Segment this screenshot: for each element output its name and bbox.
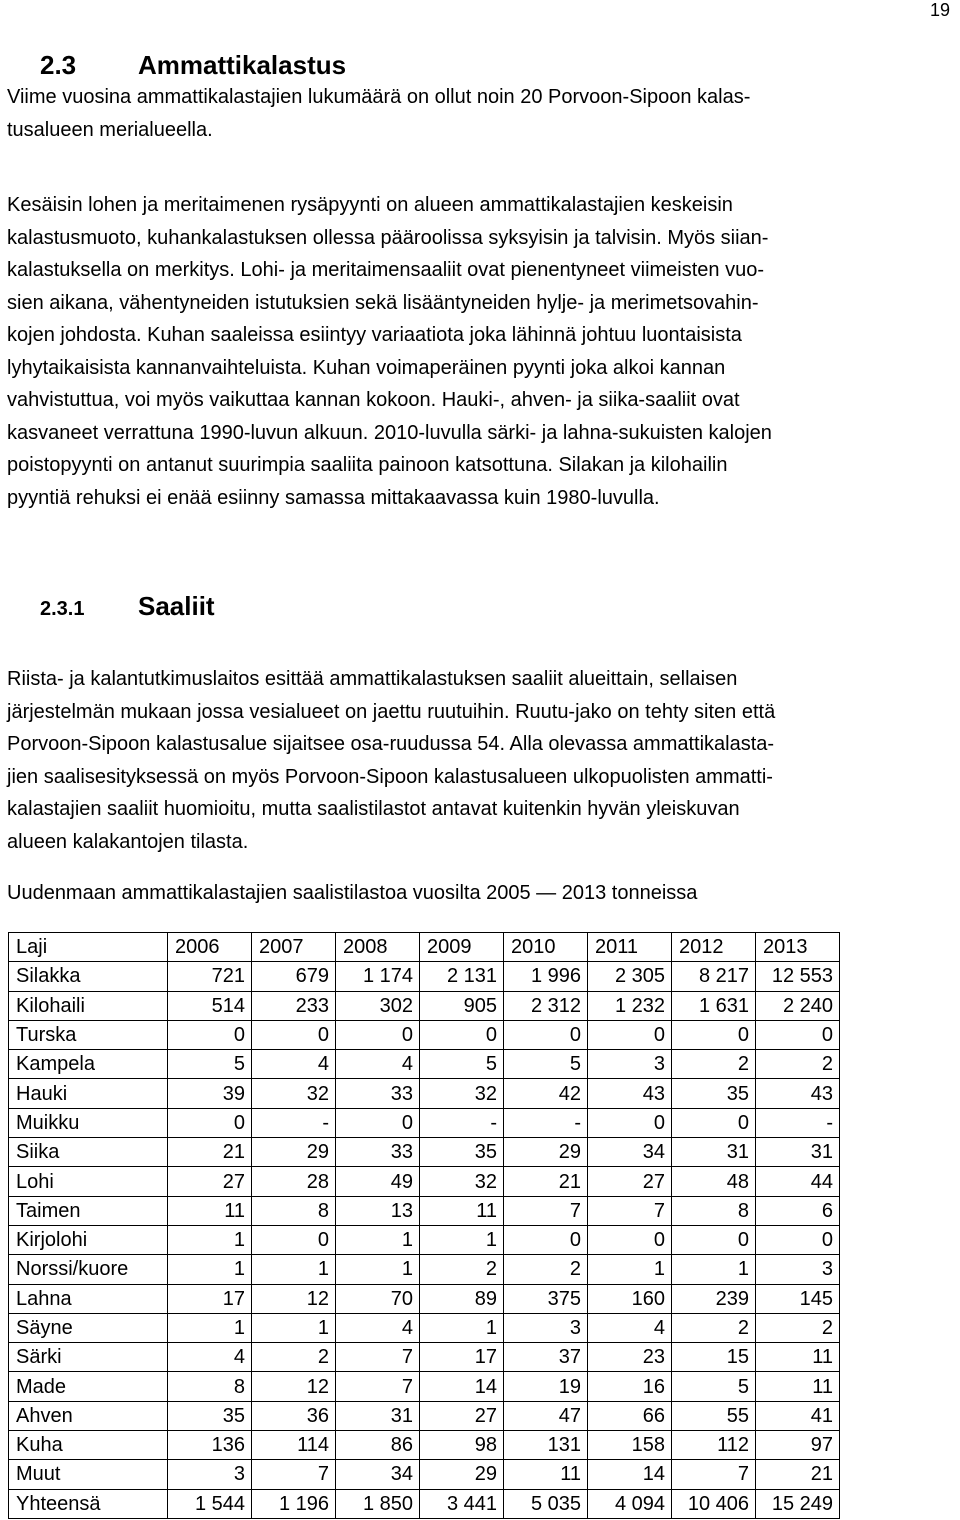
catch-value-cell: 33 bbox=[336, 1138, 420, 1167]
table-row bbox=[9, 991, 840, 1020]
catch-value-cell: - bbox=[504, 1108, 588, 1137]
catch-value-cell: 3 bbox=[756, 1255, 840, 1284]
catch-value-cell: 7 bbox=[504, 1196, 588, 1225]
catch-value-cell: 17 bbox=[420, 1343, 504, 1372]
catch-value-cell: 6 bbox=[756, 1196, 840, 1225]
catch-value-cell: 34 bbox=[336, 1460, 420, 1489]
catch-value-cell: 3 bbox=[588, 1050, 672, 1079]
catch-value-cell: 5 bbox=[420, 1050, 504, 1079]
table-row bbox=[9, 1284, 840, 1313]
catch-value-cell: 35 bbox=[672, 1079, 756, 1108]
catch-value-cell: 1 bbox=[252, 1313, 336, 1342]
catch-paragraph: Riista- ja kalantutkimuslaitos esittää ammattikalastuksen saaliit alueittain, sellaisen järjestelmän mukaan jossa vesialueet on jaettu ruutuihin. Ruutu-jako on tehty siten että Porvoon-Sipoon kalastusalue sijaitsee osa-ruudussa 54. Alla olevassa ammattikalasta- jien saalisesityksessä on myös Porvoon-Sipoon kalastusalueen ulkopuolisten ammatti- kalastajien saaliit huomioitu, mutta saalistilastot antavat kuitenkin hyvän yleiskuvan alueen kalakantojen tilasta. bbox=[7, 668, 776, 853]
catch-value-cell: 2 bbox=[756, 1050, 840, 1079]
catch-value-cell: 1 bbox=[672, 1255, 756, 1284]
catch-value-cell: 158 bbox=[588, 1431, 672, 1460]
catch-value-cell: 239 bbox=[672, 1284, 756, 1313]
catch-value-cell: 5 bbox=[504, 1050, 588, 1079]
catch-value-cell: 11 bbox=[168, 1196, 252, 1225]
catch-value-cell: 39 bbox=[168, 1079, 252, 1108]
catch-value-cell: 2 312 bbox=[504, 991, 588, 1020]
catch-value-cell: 1 bbox=[336, 1255, 420, 1284]
table-row bbox=[9, 1020, 840, 1049]
catch-value-cell: 302 bbox=[336, 991, 420, 1020]
catch-value-cell: 0 bbox=[504, 1020, 588, 1049]
catch-value-cell: 2 bbox=[252, 1343, 336, 1372]
catch-value-cell: 1 bbox=[420, 1225, 504, 1254]
species-cell: Kilohaili bbox=[9, 991, 168, 1020]
catch-value-cell: 145 bbox=[756, 1284, 840, 1313]
catch-value-cell: 0 bbox=[168, 1020, 252, 1049]
catch-value-cell: 0 bbox=[252, 1020, 336, 1049]
catch-value-cell: - bbox=[252, 1108, 336, 1137]
subsection-title: Saaliit bbox=[138, 591, 215, 621]
catch-value-cell: 97 bbox=[756, 1431, 840, 1460]
catch-value-cell: 27 bbox=[588, 1167, 672, 1196]
table-row bbox=[9, 1372, 840, 1401]
catch-value-cell: 19 bbox=[504, 1372, 588, 1401]
table-row bbox=[9, 1167, 840, 1196]
catch-value-cell: 15 bbox=[672, 1343, 756, 1372]
catch-value-cell: 11 bbox=[756, 1372, 840, 1401]
catch-value-cell: 55 bbox=[672, 1401, 756, 1430]
catch-value-cell: 16 bbox=[588, 1372, 672, 1401]
catch-value-cell: 2 bbox=[672, 1050, 756, 1079]
species-cell: Särki bbox=[9, 1343, 168, 1372]
column-header-year: 2013 bbox=[756, 933, 840, 962]
species-cell: Turska bbox=[9, 1020, 168, 1049]
catch-value-cell: 4 bbox=[336, 1313, 420, 1342]
species-cell: Taimen bbox=[9, 1196, 168, 1225]
catch-value-cell: 0 bbox=[756, 1020, 840, 1049]
catch-value-cell: 31 bbox=[672, 1138, 756, 1167]
catch-value-cell: - bbox=[420, 1108, 504, 1137]
subsection-heading bbox=[40, 589, 215, 628]
catch-value-cell: 33 bbox=[336, 1079, 420, 1108]
catch-value-cell: 160 bbox=[588, 1284, 672, 1313]
table-caption: Uudenmaan ammattikalastajien saalistilastoa vuosilta 2005 — 2013 tonneissa bbox=[7, 882, 698, 904]
catch-value-cell: 0 bbox=[756, 1225, 840, 1254]
catch-value-cell: 21 bbox=[504, 1167, 588, 1196]
catch-value-cell: 44 bbox=[756, 1167, 840, 1196]
catch-value-cell: 3 bbox=[168, 1460, 252, 1489]
table-row bbox=[9, 1401, 840, 1430]
catch-value-cell: 32 bbox=[420, 1167, 504, 1196]
catch-value-cell: 70 bbox=[336, 1284, 420, 1313]
catch-value-cell: 34 bbox=[588, 1138, 672, 1167]
subsection-number: 2.3.1 bbox=[40, 598, 85, 620]
catch-value-cell: 42 bbox=[504, 1079, 588, 1108]
catch-value-cell: 10 406 bbox=[672, 1489, 756, 1518]
species-cell: Siika bbox=[9, 1138, 168, 1167]
catch-value-cell: 1 bbox=[420, 1313, 504, 1342]
catch-value-cell: 8 217 bbox=[672, 962, 756, 991]
catch-value-cell: 7 bbox=[672, 1460, 756, 1489]
catch-value-cell: 2 305 bbox=[588, 962, 672, 991]
catch-value-cell: 5 bbox=[672, 1372, 756, 1401]
catch-value-cell: 31 bbox=[756, 1138, 840, 1167]
species-cell: Säyne bbox=[9, 1313, 168, 1342]
table-row bbox=[9, 1138, 840, 1167]
catch-value-cell: 11 bbox=[504, 1460, 588, 1489]
catch-value-cell: 0 bbox=[588, 1020, 672, 1049]
catch-value-cell: 679 bbox=[252, 962, 336, 991]
catch-value-cell: 28 bbox=[252, 1167, 336, 1196]
catch-value-cell: 98 bbox=[420, 1431, 504, 1460]
catch-value-cell: 66 bbox=[588, 1401, 672, 1430]
catch-value-cell: 0 bbox=[588, 1225, 672, 1254]
table-row bbox=[9, 1108, 840, 1137]
catch-value-cell: 14 bbox=[420, 1372, 504, 1401]
catch-value-cell: 2 bbox=[672, 1313, 756, 1342]
table-header-row bbox=[9, 933, 840, 962]
species-cell: Kuha bbox=[9, 1431, 168, 1460]
catch-value-cell: 136 bbox=[168, 1431, 252, 1460]
species-cell: Lohi bbox=[9, 1167, 168, 1196]
catch-value-cell: 1 bbox=[168, 1255, 252, 1284]
section-heading bbox=[40, 48, 346, 82]
species-cell: Norssi/kuore bbox=[9, 1255, 168, 1284]
catch-value-cell: 0 bbox=[420, 1020, 504, 1049]
catch-value-cell: 7 bbox=[336, 1372, 420, 1401]
catch-value-cell: 3 bbox=[504, 1313, 588, 1342]
catch-value-cell: 112 bbox=[672, 1431, 756, 1460]
catch-value-cell: 131 bbox=[504, 1431, 588, 1460]
catch-value-cell: 47 bbox=[504, 1401, 588, 1430]
catch-value-cell: 14 bbox=[588, 1460, 672, 1489]
catch-value-cell: 27 bbox=[168, 1167, 252, 1196]
species-cell: Hauki bbox=[9, 1079, 168, 1108]
catch-value-cell: 43 bbox=[756, 1079, 840, 1108]
catch-value-cell: 1 996 bbox=[504, 962, 588, 991]
catch-value-cell: 1 bbox=[168, 1313, 252, 1342]
catch-value-cell: 0 bbox=[336, 1020, 420, 1049]
catch-value-cell: 37 bbox=[504, 1343, 588, 1372]
catch-value-cell: 0 bbox=[168, 1108, 252, 1137]
fishing-paragraph: Kesäisin lohen ja meritaimenen rysäpyynti on alueen ammattikalastajien keskeisin kalastusmuoto, kuhankalastuksen ollessa pääroolissa syksyisin ja talvisin. Myös siian- kalastuksella on merkitys. Lohi- ja meritaimensaaliit ovat pienentyneet viimeisten vuo- sien aikana, vähentyneiden istutuksien sekä lisääntyneiden hylje- ja merimetsovahin- kojen johdosta. Kuhan saaleissa esiintyy variaatiota joka lähinnä johtuu luontaisista lyhytaikaisista kannanvaihteluista. Kuhan voimaperäinen pyynti joka alkoi kannan vahvistuttua, voi myös vaikuttaa kannan kokoon. Hauki-, ahven- ja siika-saaliit ovat kasvaneet verrattuna 1990-luvun alkuun. 2010-luvulla särki- ja lahna-sukuisten kalojen poistopyynti on antanut suurimpia saaliita painoon katsottuna. Silakan ja kilohailin pyyntiä rehuksi ei enää esiinny samassa mittakaavassa kuin 1980-luvulla. bbox=[7, 194, 772, 509]
catch-value-cell: 4 bbox=[588, 1313, 672, 1342]
catch-value-cell: 233 bbox=[252, 991, 336, 1020]
catch-value-cell: 2 131 bbox=[420, 962, 504, 991]
catch-value-cell: 905 bbox=[420, 991, 504, 1020]
table-row bbox=[9, 962, 840, 991]
table-row bbox=[9, 1460, 840, 1489]
species-cell: Kampela bbox=[9, 1050, 168, 1079]
catch-value-cell: 5 bbox=[168, 1050, 252, 1079]
catch-value-cell: 1 631 bbox=[672, 991, 756, 1020]
catch-value-cell: 35 bbox=[168, 1401, 252, 1430]
catch-value-cell: 5 035 bbox=[504, 1489, 588, 1518]
catch-value-cell: 3 441 bbox=[420, 1489, 504, 1518]
catch-value-cell: 31 bbox=[336, 1401, 420, 1430]
species-cell: Yhteensä bbox=[9, 1489, 168, 1518]
table-row bbox=[9, 1196, 840, 1225]
catch-value-cell: 32 bbox=[420, 1079, 504, 1108]
catch-value-cell: 1 bbox=[336, 1225, 420, 1254]
catch-value-cell: 0 bbox=[252, 1225, 336, 1254]
catch-value-cell: 0 bbox=[588, 1108, 672, 1137]
catch-value-cell: 2 bbox=[504, 1255, 588, 1284]
column-header-year: 2006 bbox=[168, 933, 252, 962]
table-row bbox=[9, 1489, 840, 1518]
species-cell: Muikku bbox=[9, 1108, 168, 1137]
catch-value-cell: 7 bbox=[252, 1460, 336, 1489]
column-header-species: Laji bbox=[9, 933, 168, 962]
table-row bbox=[9, 1079, 840, 1108]
column-header-year: 2008 bbox=[336, 933, 420, 962]
catch-value-cell: 8 bbox=[252, 1196, 336, 1225]
catch-value-cell: 13 bbox=[336, 1196, 420, 1225]
intro-paragraph: Viime vuosina ammattikalastajien lukumäärä on ollut noin 20 Porvoon-Sipoon kalas- tusalueen merialueella. bbox=[7, 86, 751, 141]
catch-value-cell: 4 bbox=[252, 1050, 336, 1079]
catch-value-cell: 17 bbox=[168, 1284, 252, 1313]
catch-value-cell: 2 bbox=[420, 1255, 504, 1284]
catch-value-cell: 1 850 bbox=[336, 1489, 420, 1518]
catch-value-cell: 29 bbox=[252, 1138, 336, 1167]
table-row bbox=[9, 1343, 840, 1372]
table-row bbox=[9, 1050, 840, 1079]
catch-value-cell: 29 bbox=[420, 1460, 504, 1489]
catch-value-cell: 2 240 bbox=[756, 991, 840, 1020]
catch-value-cell: 27 bbox=[420, 1401, 504, 1430]
catch-value-cell: 514 bbox=[168, 991, 252, 1020]
table-row bbox=[9, 1225, 840, 1254]
catch-value-cell: 1 544 bbox=[168, 1489, 252, 1518]
table-row bbox=[9, 1313, 840, 1342]
catch-value-cell: 49 bbox=[336, 1167, 420, 1196]
column-header-year: 2012 bbox=[672, 933, 756, 962]
catch-value-cell: 7 bbox=[336, 1343, 420, 1372]
catch-value-cell: 0 bbox=[504, 1225, 588, 1254]
catch-value-cell: 89 bbox=[420, 1284, 504, 1313]
catch-value-cell: 43 bbox=[588, 1079, 672, 1108]
catch-value-cell: 35 bbox=[420, 1138, 504, 1167]
catch-value-cell: 4 094 bbox=[588, 1489, 672, 1518]
catch-value-cell: 8 bbox=[168, 1372, 252, 1401]
species-cell: Ahven bbox=[9, 1401, 168, 1430]
catch-value-cell: 12 bbox=[252, 1372, 336, 1401]
page-number: 19 bbox=[929, 0, 950, 20]
catch-value-cell: 11 bbox=[756, 1343, 840, 1372]
catch-value-cell: 8 bbox=[672, 1196, 756, 1225]
catch-value-cell: 1 174 bbox=[336, 962, 420, 991]
catch-value-cell: 11 bbox=[420, 1196, 504, 1225]
catch-value-cell: 114 bbox=[252, 1431, 336, 1460]
catch-value-cell: 1 196 bbox=[252, 1489, 336, 1518]
catch-value-cell: 23 bbox=[588, 1343, 672, 1372]
column-header-year: 2010 bbox=[504, 933, 588, 962]
catch-value-cell: 48 bbox=[672, 1167, 756, 1196]
catch-value-cell: 1 bbox=[252, 1255, 336, 1284]
catch-value-cell: 1 bbox=[168, 1225, 252, 1254]
table-row bbox=[9, 1431, 840, 1460]
catch-value-cell: 1 bbox=[588, 1255, 672, 1284]
catch-value-cell: 12 553 bbox=[756, 962, 840, 991]
catch-value-cell: 12 bbox=[252, 1284, 336, 1313]
catch-value-cell: 21 bbox=[756, 1460, 840, 1489]
column-header-year: 2009 bbox=[420, 933, 504, 962]
catch-value-cell: 0 bbox=[672, 1108, 756, 1137]
species-cell: Silakka bbox=[9, 962, 168, 991]
column-header-year: 2007 bbox=[252, 933, 336, 962]
catch-value-cell: 375 bbox=[504, 1284, 588, 1313]
catch-value-cell: 32 bbox=[252, 1079, 336, 1108]
catch-value-cell: - bbox=[756, 1108, 840, 1137]
catch-value-cell: 4 bbox=[168, 1343, 252, 1372]
section-title: Ammattikalastus bbox=[138, 50, 347, 80]
catch-value-cell: 41 bbox=[756, 1401, 840, 1430]
catch-value-cell: 0 bbox=[672, 1020, 756, 1049]
catch-value-cell: 7 bbox=[588, 1196, 672, 1225]
species-cell: Made bbox=[9, 1372, 168, 1401]
catch-value-cell: 36 bbox=[252, 1401, 336, 1430]
catch-value-cell: 0 bbox=[672, 1225, 756, 1254]
table-row bbox=[9, 1255, 840, 1284]
catch-value-cell: 21 bbox=[168, 1138, 252, 1167]
species-cell: Kirjolohi bbox=[9, 1225, 168, 1254]
catch-value-cell: 15 249 bbox=[756, 1489, 840, 1518]
catch-value-cell: 1 232 bbox=[588, 991, 672, 1020]
catch-statistics-table bbox=[8, 932, 840, 1519]
species-cell: Lahna bbox=[9, 1284, 168, 1313]
species-cell: Muut bbox=[9, 1460, 168, 1489]
catch-value-cell: 29 bbox=[504, 1138, 588, 1167]
catch-value-cell: 2 bbox=[756, 1313, 840, 1342]
catch-value-cell: 86 bbox=[336, 1431, 420, 1460]
column-header-year: 2011 bbox=[588, 933, 672, 962]
catch-value-cell: 721 bbox=[168, 962, 252, 991]
catch-value-cell: 0 bbox=[336, 1108, 420, 1137]
catch-value-cell: 4 bbox=[336, 1050, 420, 1079]
section-number: 2.3 bbox=[40, 50, 77, 80]
